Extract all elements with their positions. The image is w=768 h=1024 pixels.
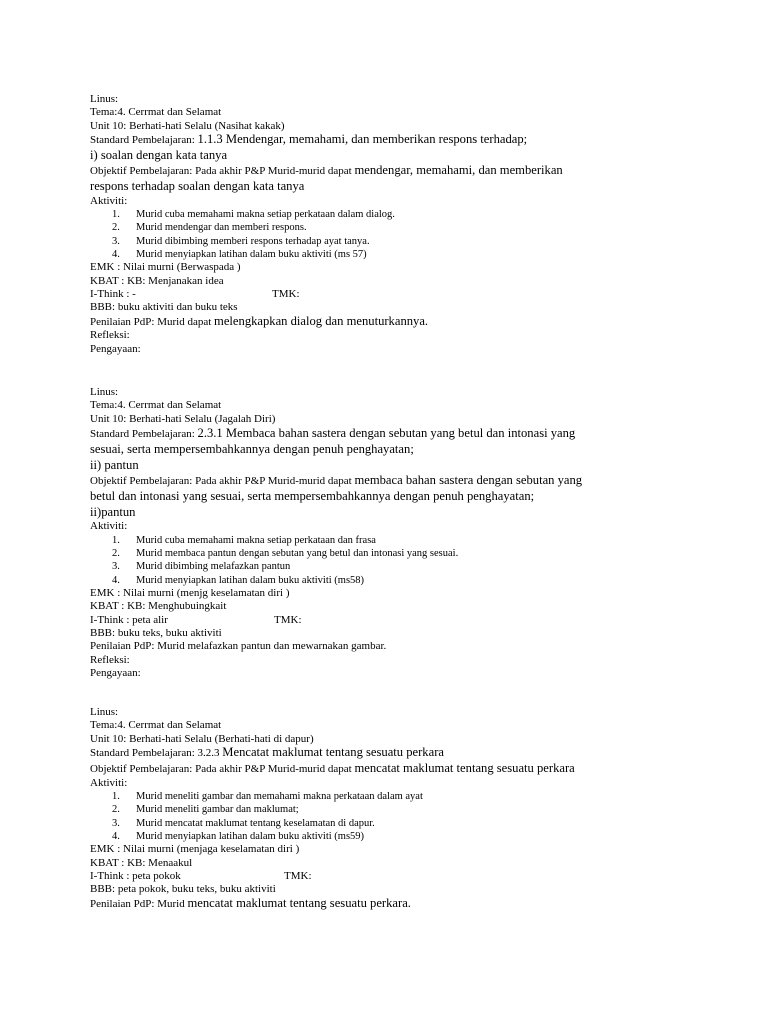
tmk-label: TMK: <box>284 870 312 883</box>
list-item: 4. Murid menyiapkan latihan dalam buku aktiviti (ms59) <box>112 830 365 842</box>
emk-line: EMK : Nilai murni (menjg keselamatan diri ) <box>90 586 290 599</box>
pengayaan-label: Pengayaan: <box>90 342 141 355</box>
list-item: 3. Murid dibimbing memberi respons terhadap ayat tanya. <box>112 235 370 247</box>
objektif-text: mendengar, memahami, dan memberikan respons terhadap soalan dengan kata tanya <box>90 162 563 193</box>
emk-line: EMK : Nilai murni (menjaga keselamatan diri ) <box>90 843 300 856</box>
standard-text: 1.1.3 Mendengar, memahami, dan memberikan respons terhadap; <box>197 132 528 147</box>
objektif-line <box>90 761 590 777</box>
pengayaan-label: Pengayaan: <box>90 667 141 680</box>
bbb-line: BBB: peta pokok, buku teks, buku aktiviti <box>90 883 276 896</box>
linus-label: Linus: <box>90 386 119 398</box>
ithink-line <box>90 288 610 301</box>
refleksi-label: Refleksi: <box>90 653 130 666</box>
tema-line: Tema:4. Cerrmat dan Selamat <box>90 399 222 412</box>
ithink-text: I-Think : peta alir <box>90 613 168 626</box>
standard-text: 2.3.1 Membaca bahan sastera dengan sebutan yang betul dan intonasi yang sesuai, serta mempersembahkannya dengan penuh penghayatan; <box>90 426 576 457</box>
penilaian-text: melengkapkan dialog dan menuturkannya. <box>214 313 429 328</box>
lesson-plan-2 <box>90 386 610 681</box>
objektif-text: mencatat maklumat tentang sesuatu perkara <box>354 760 575 775</box>
kbat-line: KBAT : KB: Menjanakan idea <box>90 274 224 287</box>
objektif-label: Objektif Pembelajaran: Pada akhir P&P Murid-murid dapat <box>90 164 355 177</box>
ithink-text: I-Think : peta pokok <box>90 870 181 883</box>
objektif-label: Objektif Pembelajaran: Pada akhir P&P Murid-murid dapat <box>90 762 355 775</box>
ithink-line <box>90 870 610 883</box>
aktiviti-label: Aktiviti: <box>90 520 128 533</box>
bbb-line: BBB: buku teks, buku aktiviti <box>90 627 222 640</box>
list-item: 2. Murid meneliti gambar dan maklumat; <box>112 804 299 816</box>
standard-label: Standard Pembelajaran: <box>90 134 198 147</box>
penilaian-label: Penilaian PdP: Murid dapat <box>90 315 215 328</box>
emk-line: EMK : Nilai murni (Berwaspada ) <box>90 261 241 274</box>
unit-line: Unit 10: Berhati-hati Selalu (Jagalah Diri) <box>90 412 276 425</box>
ithink-text: I-Think : - <box>90 288 136 301</box>
tema-line: Tema:4. Cerrmat dan Selamat <box>90 106 222 119</box>
penilaian-label: Penilaian PdP: Murid <box>90 897 188 910</box>
list-item: 2. Murid membaca pantun dengan sebutan yang betul dan intonasi yang sesuai. <box>112 547 459 559</box>
penilaian-line: Penilaian PdP: Murid melafazkan pantun dan mewarnakan gambar. <box>90 640 387 653</box>
standard-continuation: ii) pantun <box>90 458 139 473</box>
ithink-line <box>90 614 610 627</box>
list-item: 1. Murid meneliti gambar dan memahami makna perkataan dalam ayat <box>112 791 423 803</box>
standard-text: Mencatat maklumat tentang sesuatu perkara <box>222 745 444 760</box>
kbat-line: KBAT : KB: Menaakul <box>90 856 193 869</box>
objektif-continuation: ii)pantun <box>90 505 136 520</box>
activity-list <box>90 790 610 843</box>
activity-list <box>90 208 610 261</box>
objektif-text: membaca bahan sastera dengan sebutan yang betul dan intonasi yang sesuai, serta mempersembahkannya dengan penuh penghayatan; <box>90 473 583 504</box>
linus-label: Linus: <box>90 706 119 718</box>
linus-label: Linus: <box>90 93 119 105</box>
refleksi-label: Refleksi: <box>90 329 130 342</box>
unit-line: Unit 10: Berhati-hati Selalu (Nasihat kakak) <box>90 119 285 132</box>
list-item: 1. Murid cuba memahami makna setiap perkataan dalam dialog. <box>112 209 395 221</box>
standard-label: Standard Pembelajaran: <box>90 428 198 441</box>
penilaian-line <box>90 897 610 911</box>
objektif-line <box>90 473 590 505</box>
list-item: 3. Murid mencatat maklumat tentang keselamatan di dapur. <box>112 817 375 829</box>
list-item: 1. Murid cuba memahami makna setiap perkataan dan frasa <box>112 534 376 546</box>
lesson-plan-1 <box>90 93 610 356</box>
kbat-line: KBAT : KB: Menghubuingkait <box>90 600 227 613</box>
objektif-label: Objektif Pembelajaran: Pada akhir P&P Murid-murid dapat <box>90 475 355 488</box>
aktiviti-label: Aktiviti: <box>90 194 128 207</box>
tmk-label: TMK: <box>274 613 302 626</box>
standard-label: Standard Pembelajaran: 3.2.3 <box>90 747 223 760</box>
tmk-label: TMK: <box>272 288 300 301</box>
penilaian-text: mencatat maklumat tentang sesuatu perkara. <box>187 895 411 910</box>
objektif-line <box>90 163 590 195</box>
list-item: 3. Murid dibimbing melafazkan pantun <box>112 561 291 573</box>
tema-line: Tema:4. Cerrmat dan Selamat <box>90 719 222 732</box>
standard-line <box>90 746 610 760</box>
standard-continuation: i) soalan dengan kata tanya <box>90 147 228 162</box>
aktiviti-label: Aktiviti: <box>90 776 128 789</box>
list-item: 2. Murid mendengar dan memberi respons. <box>112 222 307 234</box>
activity-list <box>90 534 610 587</box>
lesson-plan-3 <box>90 706 610 911</box>
list-item: 4. Murid menyiapkan latihan dalam buku aktiviti (ms 57) <box>112 248 367 260</box>
penilaian-line <box>90 315 610 329</box>
unit-line: Unit 10: Berhati-hati Selalu (Berhati-hati di dapur) <box>90 732 314 745</box>
standard-line <box>90 133 610 147</box>
bbb-line: BBB: buku aktiviti dan buku teks <box>90 301 238 314</box>
standard-line <box>90 426 590 458</box>
list-item: 4. Murid menyiapkan latihan dalam buku aktiviti (ms58) <box>112 574 365 586</box>
